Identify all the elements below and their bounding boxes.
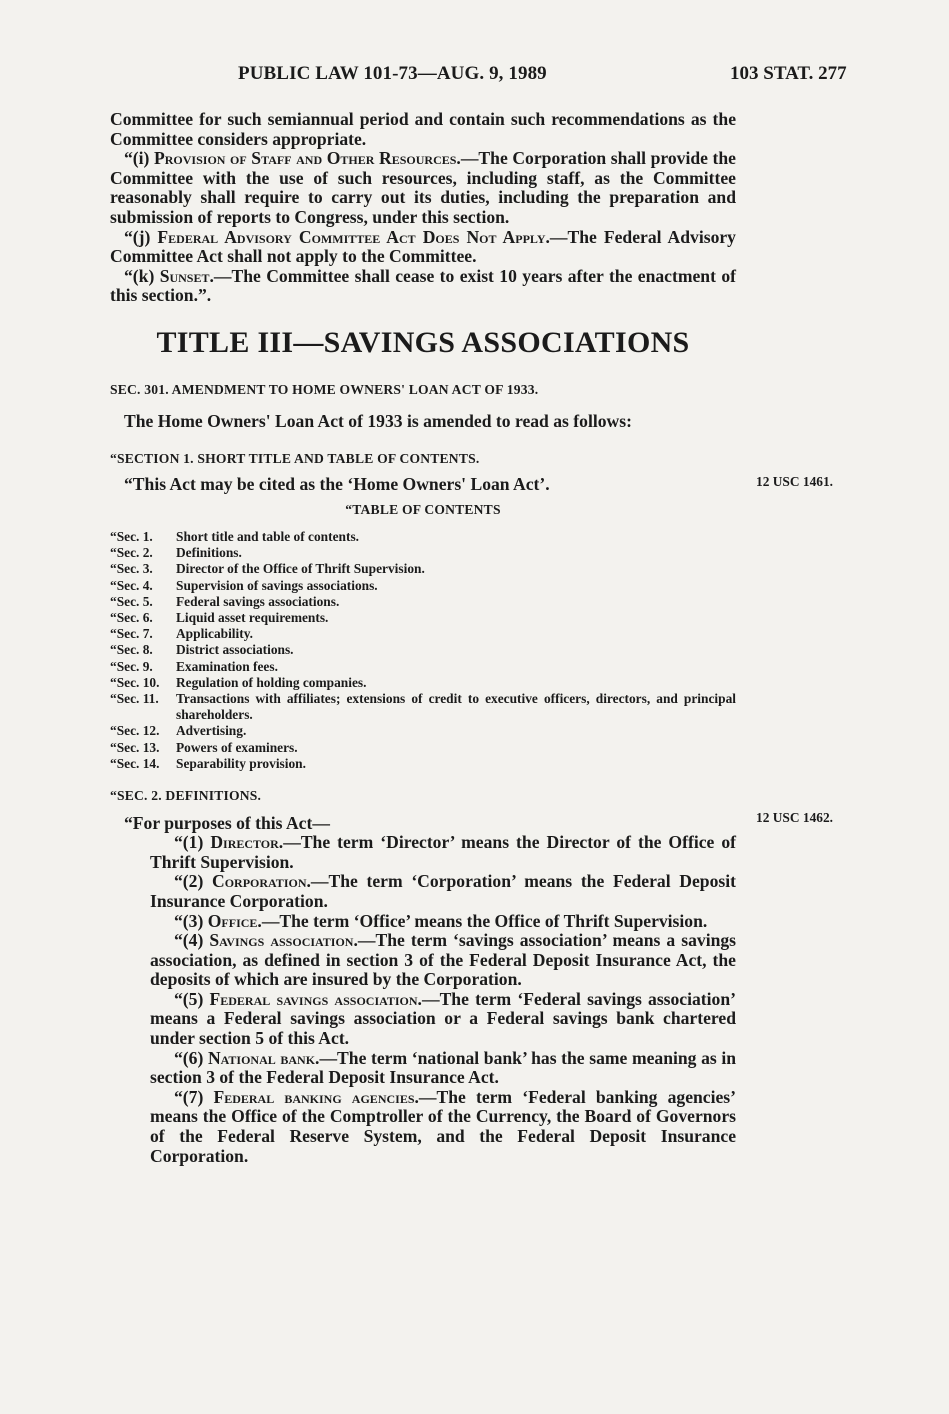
subsection-i-heading: Provision of Staff and Other Resources. <box>154 148 461 169</box>
margin-note-usc-1462: 12 USC 1462. <box>756 810 834 825</box>
section-2-lead: “For purposes of this Act— <box>124 812 330 833</box>
definition-federal-banking-agencies: “(7) Federal banking agencies.—The term ‘Federal banking agencies’ means the Office of the Comptroller of the Currency, the Board of Governors of the Federal Reserve System, and the Federal Deposit Insurance Corporation. <box>150 1086 737 1166</box>
toc-item: “Sec. 5. Federal savings associations. <box>110 593 340 609</box>
subsection-i: “(i) Provision of Staff and Other Resources.—The Corporation shall provide the Committee with the use of such resources, including staff, as the Committee reasonably shall require to carry out its duties, including the preparation and submission of reports to Congress, under this section. <box>110 148 736 227</box>
toc-title: “TABLE OF CONTENTS <box>345 502 501 518</box>
title-heading: TITLE III—SAVINGS ASSOCIATIONS <box>156 325 690 359</box>
running-header-law: PUBLIC LAW 101-73—AUG. 9, 1989 <box>238 63 547 84</box>
section-1-text: “This Act may be cited as the ‘Home Owners' Loan Act’. <box>124 473 550 494</box>
section-2-heading: “SEC. 2. DEFINITIONS. <box>110 787 262 803</box>
definition-national-bank: “(6) National bank.—The term ‘national bank’ has the same meaning as in section 3 of the Federal Deposit Insurance Act. <box>150 1047 737 1088</box>
definitions-list <box>150 833 736 1166</box>
subsection-k: “(k) Sunset.—The Committee shall cease to exist 10 years after the enactment of this section.”. <box>110 265 736 306</box>
margin-note-usc-1461: 12 USC 1461. <box>756 474 834 489</box>
definition-office: “(3) Office.—The term ‘Office’ means the Office of Thrift Supervision. <box>174 910 708 931</box>
toc-item: “Sec. 9. Examination fees. <box>110 658 278 674</box>
toc-item: “Sec. 7. Applicability. <box>110 626 254 642</box>
subsection-j-heading: Federal Advisory Committee Act Does Not Apply. <box>157 226 550 247</box>
running-header-stat-page: 103 STAT. 277 <box>730 63 847 84</box>
toc-item: “Sec. 6. Liquid asset requirements. <box>110 609 329 625</box>
definition-federal-savings-association: “(5) Federal savings association.—The term ‘Federal savings association’ means a Federal savings association or a Federal savings bank chartered under section 5 of this Act. <box>150 988 736 1049</box>
table-of-contents <box>110 529 736 772</box>
toc-item: “Sec. 8. District associations. <box>110 642 294 658</box>
definition-director: “(1) Director.—The term ‘Director’ means the Director of the Office of Thrift Supervision. <box>150 832 736 872</box>
toc-item: “Sec. 1. Short title and table of contents. <box>110 528 359 544</box>
toc-item: “Sec. 10. Regulation of holding companies. <box>110 674 367 690</box>
sec-301-heading: SEC. 301. AMENDMENT TO HOME OWNERS' LOAN ACT OF 1933. <box>110 381 539 397</box>
toc-item: “Sec. 4. Supervision of savings associations. <box>110 577 378 593</box>
committee-report-paragraph: Committee for such semiannual period and contain such recommendations as the Committee considers appropriate. <box>110 109 736 149</box>
sec-301-text: The Home Owners' Loan Act of 1933 is amended to read as follows: <box>124 410 632 431</box>
section-1-heading: “SECTION 1. SHORT TITLE AND TABLE OF CONTENTS. <box>110 451 480 467</box>
body-column <box>110 110 736 1166</box>
definition-savings-association: “(4) Savings association.—The term ‘savings association’ means a savings association, as defined in section 3 of the Federal Deposit Insurance Act, the deposits of which are insured by the Corporation. <box>150 930 737 990</box>
definition-corporation: “(2) Corporation.—The term ‘Corporation’ means the Federal Deposit Insurance Corporation. <box>150 871 736 911</box>
toc-item: “Sec. 12. Advertising. <box>110 723 247 739</box>
toc-item: “Sec. 11. Transactions with affiliates; extensions of credit to executive officers, directors, and principal shareholders. <box>110 690 736 723</box>
toc-item: “Sec. 13. Powers of examiners. <box>110 739 298 755</box>
toc-item: “Sec. 2. Definitions. <box>110 545 242 561</box>
subsection-j: “(j) Federal Advisory Committee Act Does Not Apply.—The Federal Advisory Committee Act shall not apply to the Committee. <box>110 226 736 267</box>
subsection-k-heading: Sunset. <box>159 265 214 286</box>
toc-item: “Sec. 14. Separability provision. <box>110 755 306 771</box>
toc-item: “Sec. 3. Director of the Office of Thrift Supervision. <box>110 561 425 577</box>
